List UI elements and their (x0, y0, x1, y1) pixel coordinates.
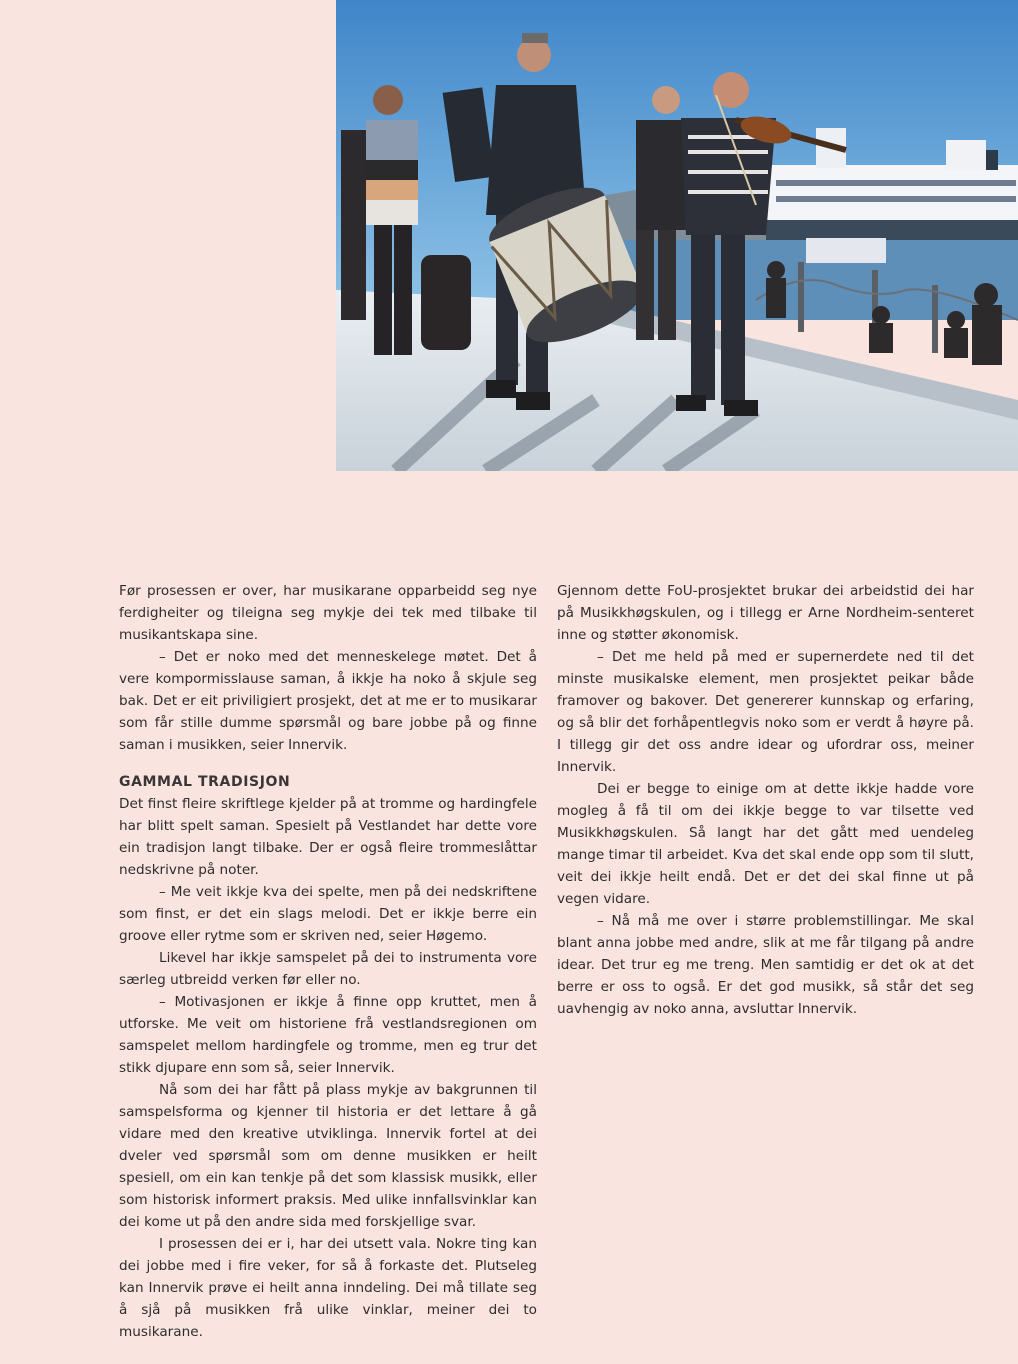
paragraph: – Det me held på med er supernerdete ned til det minste musikalske element, men prosjektet peikar både framover og bakover. Det genererer kunnskap og erfaring, og så blir det forhåpentlegvis noko som er verdt å høyre på. I tillegg gir det oss andre idear og ufordrar oss, meiner Innervik. (557, 649, 974, 775)
article-column-left (119, 580, 537, 1343)
paragraph: – Motivasjonen er ikkje å finne opp kruttet, men å utforske. Me veit om historiene frå vestlandsregionen om samspelet mellom hardingfele og tromme, men eg trur det stikk djupare enn som så, seier Innervik. (119, 994, 537, 1076)
article-photo (336, 0, 1018, 471)
paragraph: Nå som dei har fått på plass mykje av bakgrunnen til samspelsforma og kjenner til historia er det lettare å gå vidare med den kreative utviklinga. Innervik fortel at dei dveler ved spørsmål som om denne musikken er heilt spesiell, om ein kan tenkje på det som klassisk musikk, eller som historisk informert praksis. Med ulike innfallsvinklar kan dei kome ut på den andre sida med forskjellige svar. (119, 1082, 537, 1230)
paragraph: I prosessen dei er i, har dei utsett vala. Nokre ting kan dei jobbe med i fire veker, for så å forkaste det. Plutseleg kan Innervik prøve ei heilt anna inndeling. Dei må tillate seg å sjå på musikken frå ulike vinklar, meiner dei to musikarane. (119, 1236, 537, 1340)
paragraph: – Me veit ikkje kva dei spelte, men på dei nedskriftene som finst, er det ein slags melodi. Det er ikkje berre ein groove eller rytme som er skriven ned, seier Høgemo. (119, 884, 537, 944)
paragraph: Gjennom dette FoU-prosjektet brukar dei arbeidstid dei har på Musikkhøgskulen, og i tillegg er Arne Nordheim-senteret inne og støtter økonomisk. (557, 583, 974, 643)
paragraph: Før prosessen er over, har musikarane opparbeidd seg nye ferdigheiter og tileigna seg mykje dei tek med tilbake til musikantskapa sine. (119, 583, 537, 643)
article-column-right (557, 580, 974, 1020)
paragraph: Det finst fleire skriftlege kjelder på at tromme og hardingfele har blitt spelt saman. Spesielt på Vestlandet har dette vore ein tradisjon langt tilbake. Der er også fleire trommeslåttar nedskrivne på noter. (119, 796, 537, 878)
section-heading: GAMMAL TRADISJON (119, 774, 291, 790)
paragraph: – Nå må me over i større problemstillingar. Me skal blant anna jobbe med andre, slik at me får tilgang på andre idear. Det trur eg me treng. Men samtidig er det ok at det berre er oss to også. Er det god musikk, så står det seg uavhengig av noko anna, avsluttar Innervik. (557, 913, 974, 1017)
paragraph: Likevel har ikkje samspelet på dei to instrumenta vore særleg utbreidd verken før eller no. (119, 950, 537, 988)
paragraph: Dei er begge to einige om at dette ikkje hadde vore mogleg å få til om dei ikkje begge to var tilsette ved Musikkhøgskulen. Så langt har det gått med uendeleg mange timar til arbeidet. Kva det skal ende opp som til slutt, veit dei ikkje heilt endå. Det er det dei skal finne ut på vegen vidare. (557, 781, 974, 907)
paragraph: – Det er noko med det menneskelege møtet. Det å vere kompormisslause saman, å ikkje ha noko å skjule seg bak. Det er eit priviligiert prosjekt, det at me er to musikarar som får stille dumme spørsmål og bare jobbe på og finne saman i musikken, seier Innervik. (119, 649, 537, 753)
